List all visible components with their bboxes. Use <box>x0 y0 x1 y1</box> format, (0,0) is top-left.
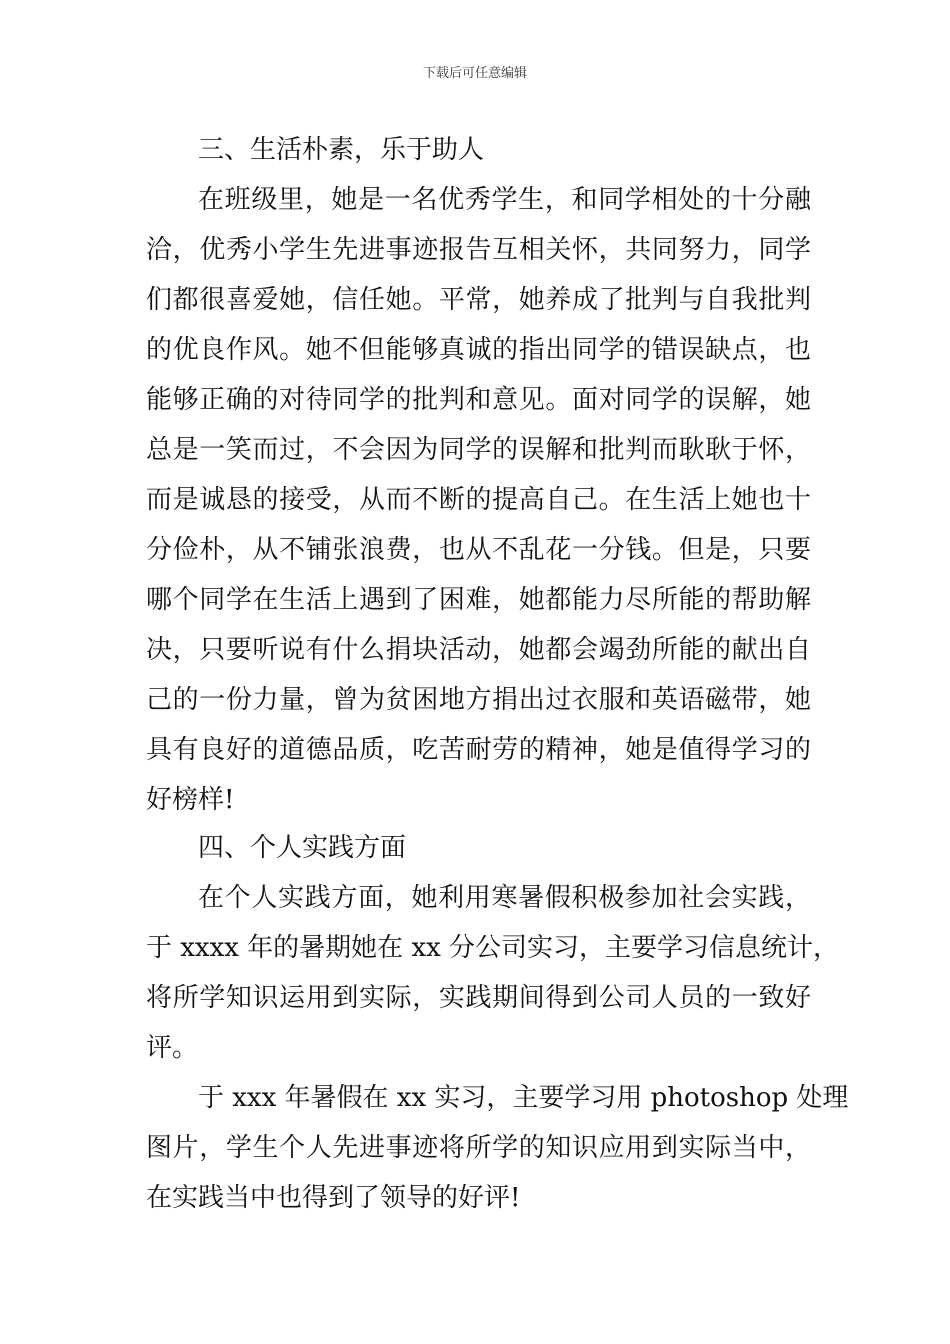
page-header: 下载后可任意编辑 <box>422 66 527 81</box>
paragraph-line: 己的一份力量，曾为贫困地方捐出过衣服和英语磁带，她 <box>146 685 811 715</box>
paragraph-line: 决，只要听说有什么捐块活动，她都会竭劲所能的献出自 <box>146 635 811 665</box>
paragraph-line: 洽，优秀小学生先进事迹报告互相关怀，共同努力，同学 <box>146 235 811 265</box>
section-heading-3: 三、生活朴素，乐于助人 <box>198 135 485 165</box>
paragraph-line: 评。 <box>146 1033 199 1063</box>
paragraph-line: 在个人实践方面，她利用寒暑假积极参加社会实践， <box>198 883 811 913</box>
paragraph-line: 的优良作风。她不但能够真诚的指出同学的错误缺点，也 <box>146 335 811 365</box>
paragraph-line: 将所学知识运用到实际，实践期间得到公司人员的一致好 <box>146 983 811 1013</box>
paragraph-line: 分俭朴，从不铺张浪费，也从不乱花一分钱。但是，只要 <box>146 535 811 565</box>
paragraph-line: 总是一笑而过，不会因为同学的误解和批判而耿耿于怀， <box>146 435 811 465</box>
paragraph-line: 而是诚恳的接受，从而不断的提高自己。在生活上她也十 <box>146 485 811 515</box>
paragraph-line: 于 xxxx 年的暑期她在 xx 分公司实习，主要学习信息统计， <box>146 933 840 963</box>
paragraph-line: 在班级里，她是一名优秀学生，和同学相处的十分融 <box>198 185 811 215</box>
paragraph-line: 能够正确的对待同学的批判和意见。面对同学的误解，她 <box>146 385 811 415</box>
paragraph-line: 好榜样! <box>146 785 235 815</box>
paragraph-line: 哪个同学在生活上遇到了困难，她都能力尽所能的帮助解 <box>146 585 811 615</box>
paragraph-line: 图片，学生个人先进事迹将所学的知识应用到实际当中， <box>146 1133 811 1163</box>
paragraph-line: 于 xxx 年暑假在 xx 实习，主要学习用 photoshop 处理 <box>198 1083 849 1113</box>
paragraph-line: 在实践当中也得到了领导的好评! <box>146 1183 521 1213</box>
paragraph-line: 具有良好的道德品质，吃苦耐劳的精神，她是值得学习的 <box>146 735 811 765</box>
paragraph-line: 们都很喜爱她，信任她。平常，她养成了批判与自我批判 <box>146 285 811 315</box>
section-heading-4: 四、个人实践方面 <box>198 833 407 863</box>
